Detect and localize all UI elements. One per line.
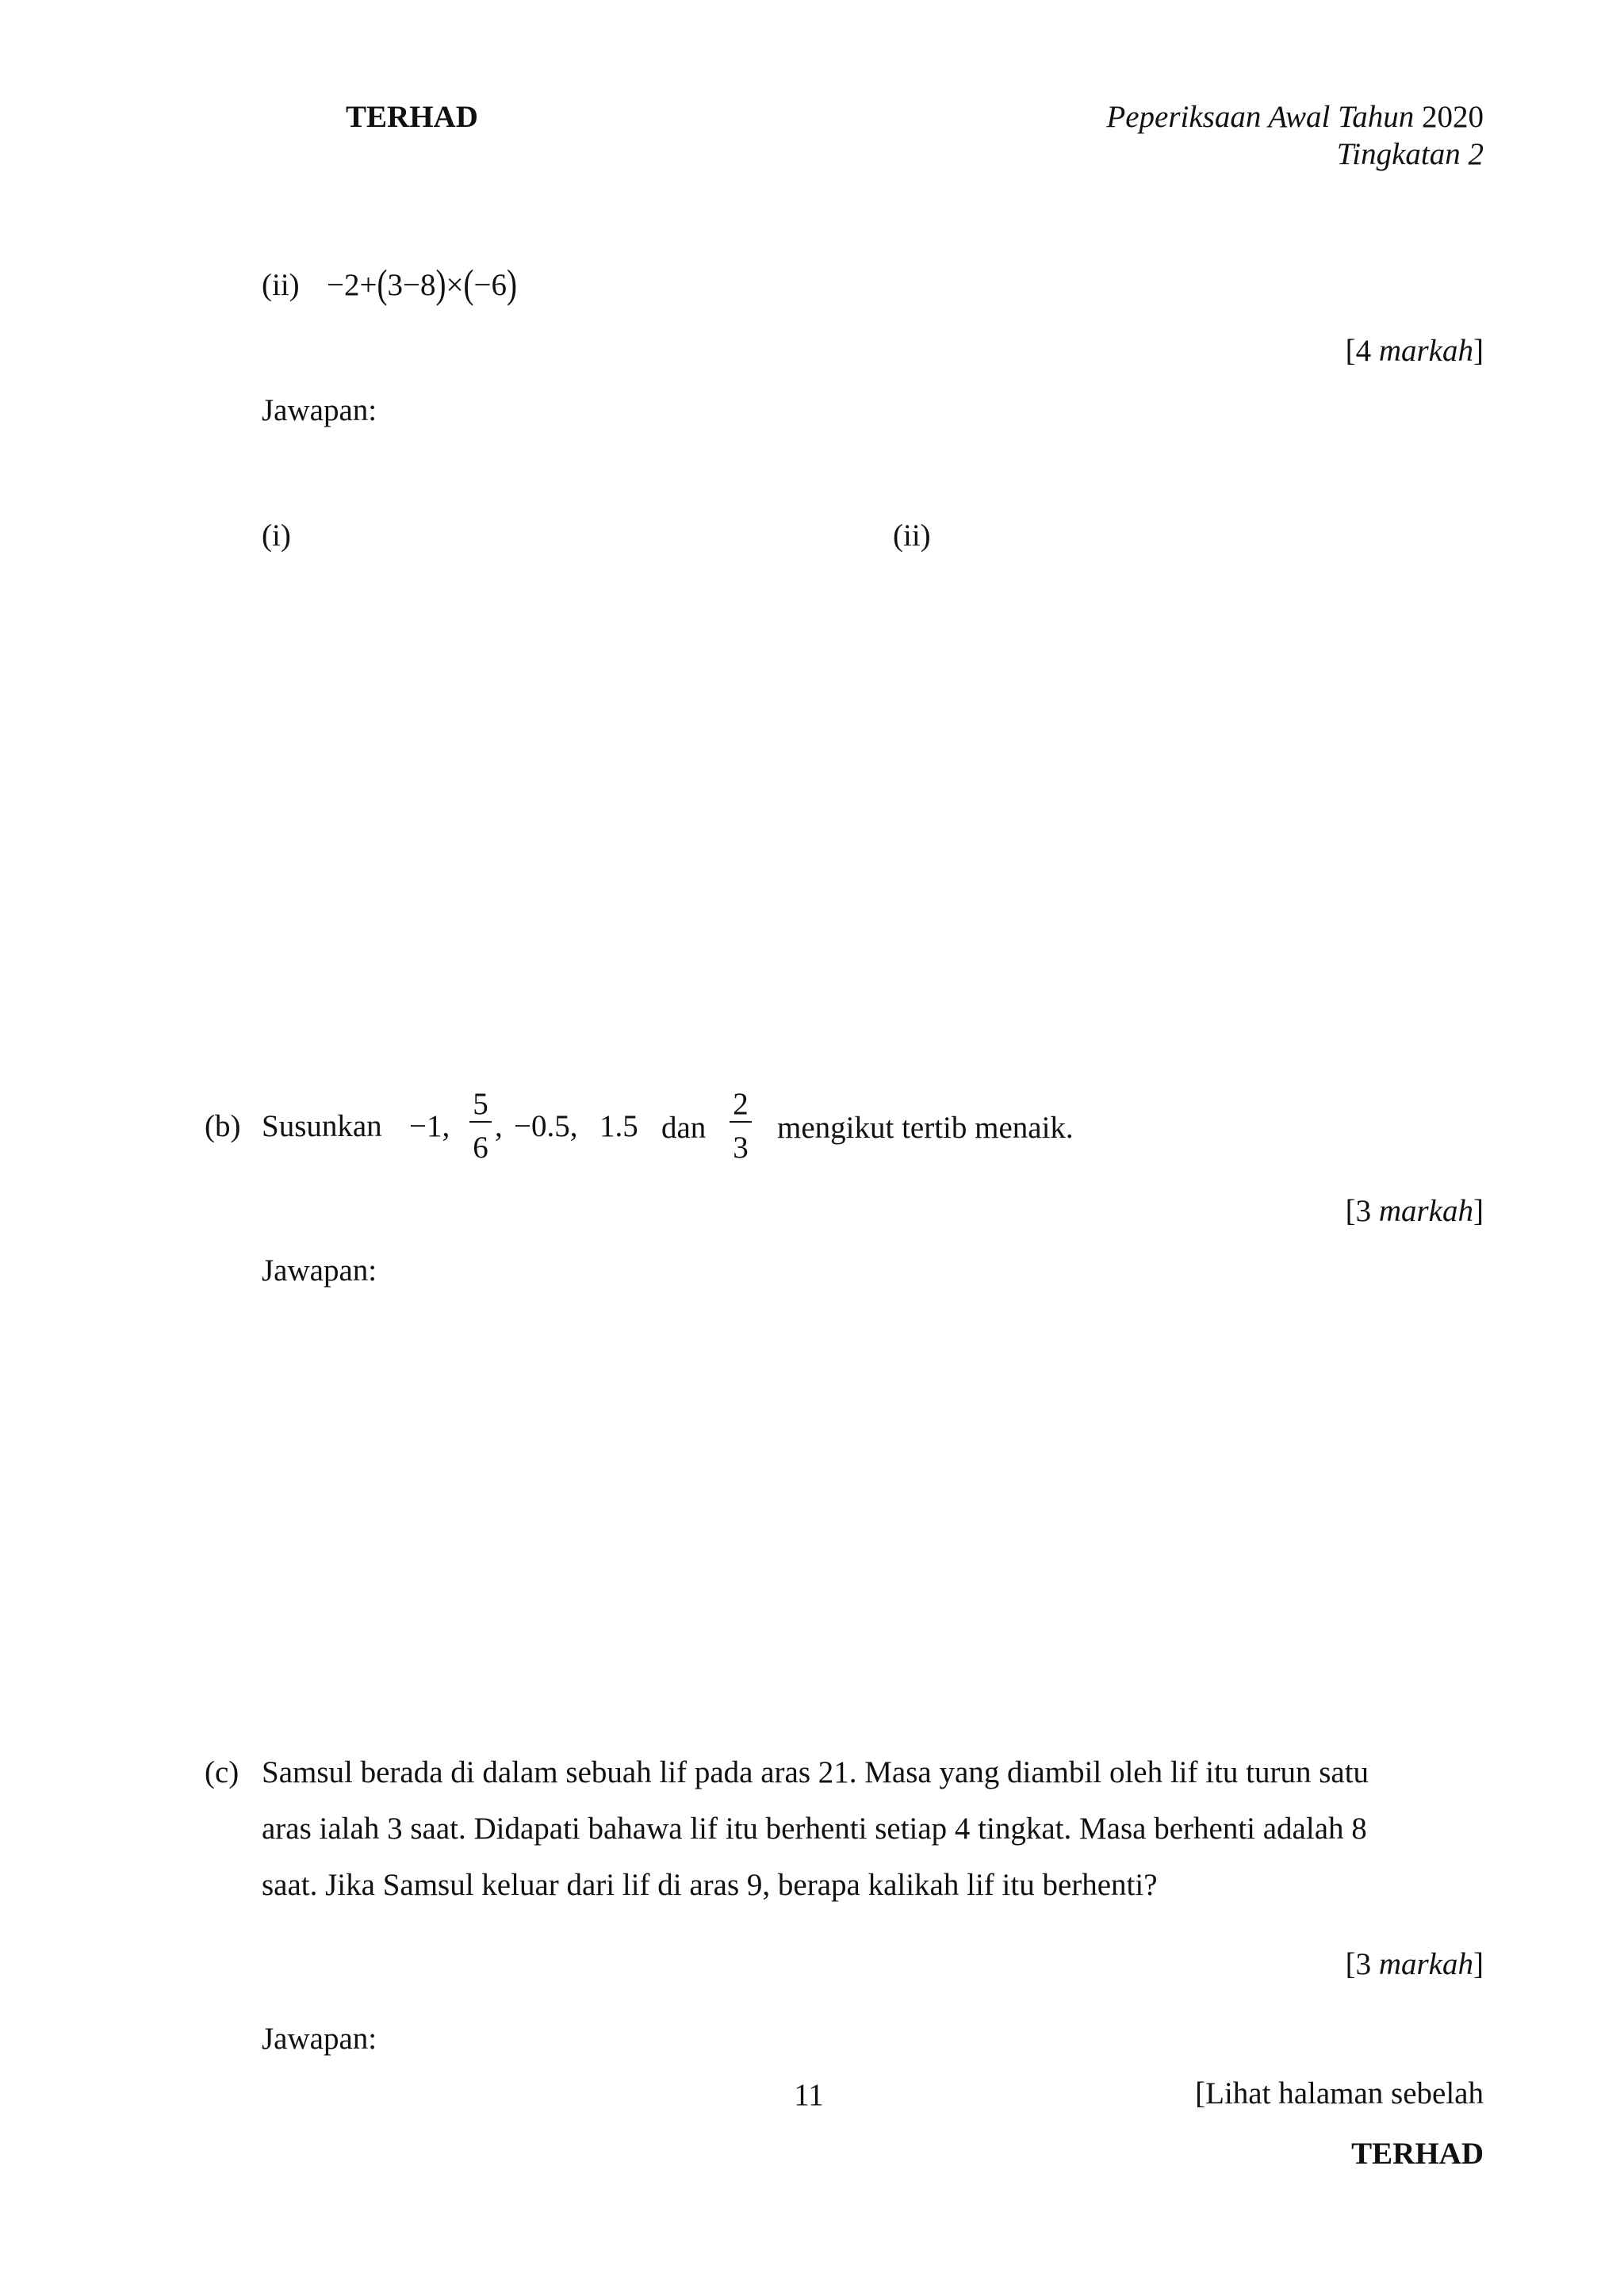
question-b-number-1: −1,: [409, 1109, 450, 1143]
expr-part: ×: [446, 268, 464, 302]
fraction-2-3-bar: [730, 1121, 752, 1123]
expr-part: −6: [473, 268, 507, 302]
marks-word: markah: [1378, 1947, 1473, 1981]
question-b-number-2: −0.5,: [514, 1109, 578, 1143]
question-b-dan: dan: [661, 1111, 707, 1145]
fraction-5-6-denominator: 6: [473, 1131, 488, 1165]
question-c-answer-label: Jawapan:: [262, 2022, 377, 2056]
question-c-marks: [1346, 1949, 1484, 1980]
marks-close: ]: [1473, 1194, 1484, 1228]
question-c-line-2: aras ialah 3 saat. Didapati bahawa lif itu berhenti setiap 4 tingkat. Masa berhenti adalah 8: [262, 1812, 1367, 1846]
fraction-5-6-bar: [469, 1121, 492, 1123]
marks-open: [4: [1345, 334, 1379, 368]
marks-word: markah: [1378, 334, 1473, 368]
question-a-answer-label: Jawapan:: [262, 393, 377, 427]
marks-close: ]: [1473, 334, 1484, 368]
header-exam-name: Peperiksaan Awal Tahun: [1106, 100, 1415, 134]
expr-part: −2+: [327, 268, 377, 302]
header-classification: TERHAD: [346, 100, 478, 134]
answer-space-ii-label: (ii): [893, 519, 931, 553]
question-b-text-after: mengikut tertib menaik.: [777, 1111, 1074, 1145]
question-a-marks: [1346, 335, 1484, 366]
header-form-level: Tingkatan 2: [1336, 137, 1484, 171]
question-a-ii-expression: [327, 262, 517, 307]
marks-open: [3: [1345, 1947, 1379, 1981]
answer-space-i-label: (i): [262, 519, 291, 553]
expr-paren: ): [435, 262, 446, 307]
footer-classification: TERHAD: [1351, 2137, 1484, 2171]
expr-part: 3−8: [387, 268, 436, 302]
expr-paren: (: [463, 262, 474, 307]
question-b-number-3: 1.5: [599, 1109, 638, 1143]
page-number: 11: [794, 2078, 824, 2112]
expr-paren: ): [507, 262, 517, 307]
fraction-2-3-numerator: 2: [733, 1087, 749, 1121]
marks-open: [3: [1345, 1194, 1379, 1228]
header-exam-title: [1106, 101, 1484, 132]
question-c-label: (c): [205, 1755, 239, 1789]
question-c-line-3: saat. Jika Samsul keluar dari lif di aras 9, berapa kalikah lif itu berhenti?: [262, 1868, 1158, 1902]
expr-paren: (: [377, 262, 388, 307]
footer-next-page: [Lihat halaman sebelah: [1195, 2076, 1484, 2110]
header-exam-year: 2020: [1422, 100, 1484, 134]
question-c-paragraph: [262, 1744, 1499, 1913]
question-b-text-before: Susunkan: [262, 1109, 382, 1143]
fraction-2-3-denominator: 3: [733, 1131, 749, 1165]
marks-close: ]: [1473, 1947, 1484, 1981]
marks-word: markah: [1378, 1194, 1473, 1228]
question-a-ii-label: (ii): [262, 268, 300, 302]
question-b-answer-label: Jawapan:: [262, 1253, 377, 1288]
question-c-line-1: Samsul berada di dalam sebuah lif pada aras 21. Masa yang diambil oleh lif itu turun satu: [262, 1755, 1369, 1789]
question-b-label: (b): [205, 1109, 241, 1143]
question-b-marks: [1346, 1196, 1484, 1226]
fraction-5-6-numerator: 5: [473, 1087, 488, 1121]
fraction-5-6-comma: ,: [495, 1109, 503, 1143]
